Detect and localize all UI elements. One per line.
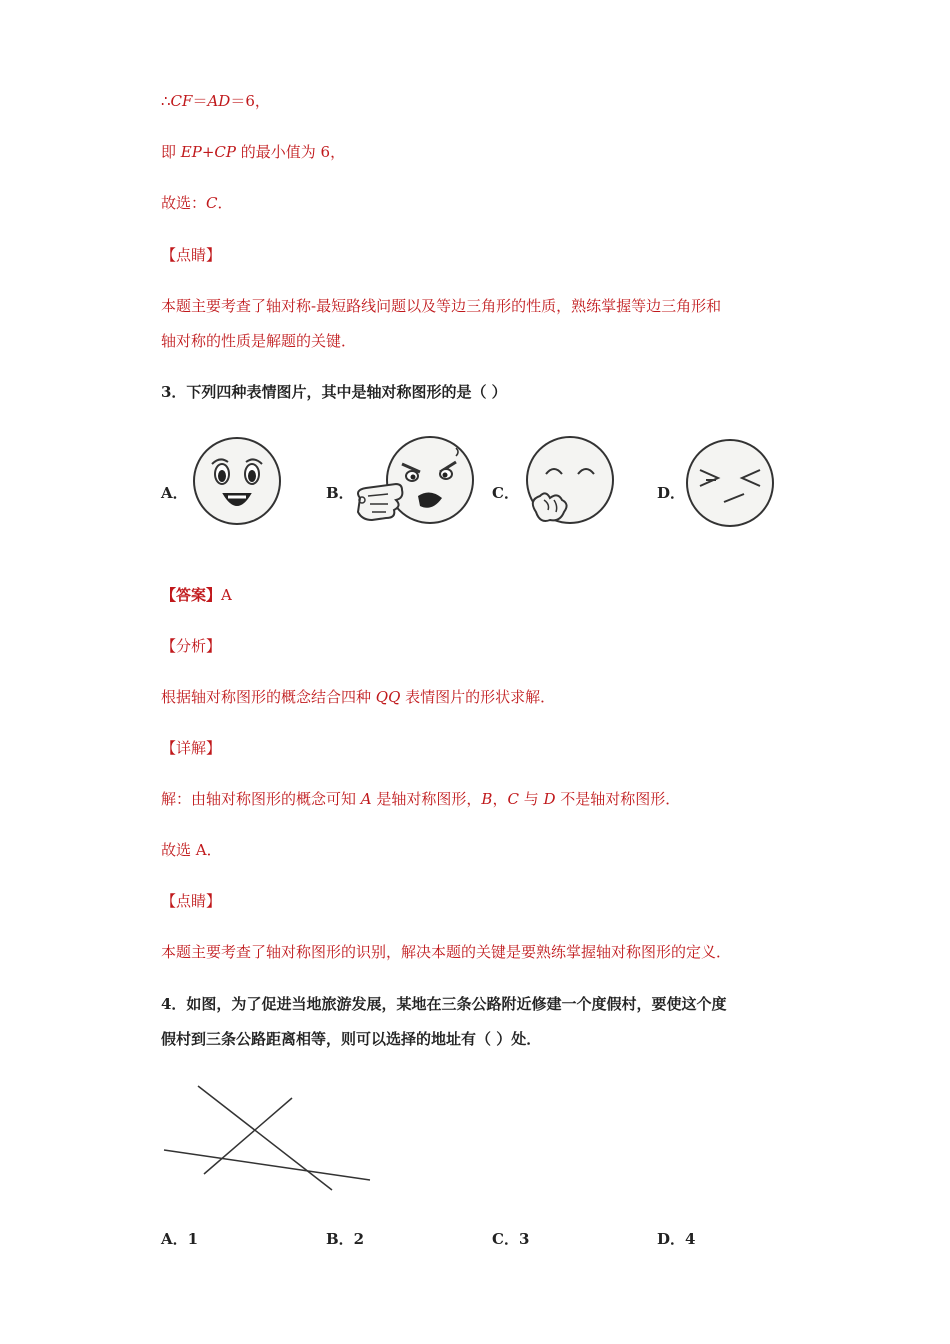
shy-face-image xyxy=(520,434,616,530)
q4-option-d: D．4 xyxy=(657,1230,696,1248)
answer-line xyxy=(161,584,232,605)
option-b-label: B． xyxy=(326,484,354,502)
equals-sign: ＝ xyxy=(192,92,208,110)
dianjing-label: 【点睛】 xyxy=(161,246,222,264)
option-a-label: A． xyxy=(161,484,188,502)
text-fragment: ， xyxy=(492,790,508,808)
therefore-symbol: ∴ xyxy=(161,92,171,110)
three-roads-figure xyxy=(160,1078,375,1196)
segment-cf: CF xyxy=(170,92,193,110)
text-fragment: 的最小值为 6， xyxy=(235,143,346,161)
dianjing-text-line2: 轴对称的性质是解题的关键． xyxy=(161,332,357,350)
solution-line-min xyxy=(161,141,345,162)
solution-line-cf xyxy=(161,90,270,111)
text-fragment: 不是轴对称图形． xyxy=(555,790,681,808)
q4-option-c: C．3 xyxy=(492,1230,530,1248)
option-a-ref: A xyxy=(360,790,372,808)
answer-label: 【答案】 xyxy=(161,586,222,604)
option-c-label: C． xyxy=(492,484,519,502)
choice-c: C xyxy=(206,194,218,212)
road-line-3 xyxy=(164,1150,370,1180)
segment-ad: AD xyxy=(207,92,231,110)
question-3-stem: 3．下列四种表情图片，其中是轴对称图形的是（ ） xyxy=(161,383,507,401)
option-d-ref: D xyxy=(543,790,556,808)
equals-value: ＝6， xyxy=(230,92,270,110)
text-fragment: 故选： xyxy=(161,194,207,212)
question-4-stem-line2: 假村到三条公路距离相等，则可以选择的地址有（ ）处． xyxy=(161,1030,542,1048)
analysis-text xyxy=(161,686,555,707)
option-b-ref: B xyxy=(481,790,493,808)
detail-label: 【详解】 xyxy=(161,739,222,757)
text-fragment: 与 xyxy=(518,790,544,808)
q4-option-a: A．1 xyxy=(161,1230,199,1248)
dianjing-text-q3: 本题主要考查了轴对称图形的识别，解决本题的关键是要熟练掌握轴对称图形的定义． xyxy=(161,943,732,961)
plus-sign: + xyxy=(201,143,215,161)
text-fragment: 即 xyxy=(161,143,181,161)
question-4-stem-line1: 4．如图，为了促进当地旅游发展，某地在三条公路附近修建一个度假村，要使这个度 xyxy=(161,995,727,1013)
choose-line: 故选 A． xyxy=(161,841,222,859)
dianjing-text-line1: 本题主要考查了轴对称-最短路线问题以及等边三角形的性质，熟练掌握等边三角形和 xyxy=(161,297,722,315)
angry-face-image xyxy=(352,434,478,530)
smiling-face-image xyxy=(190,434,284,528)
text-fragment: ． xyxy=(217,194,233,212)
text-fragment: 根据轴对称图形的概念结合四种 xyxy=(161,688,376,706)
option-d-label: D． xyxy=(657,484,686,502)
segment-cp: CP xyxy=(214,143,236,161)
analysis-label: 【分析】 xyxy=(161,637,222,655)
text-fragment: 解：由轴对称图形的概念可知 xyxy=(161,790,361,808)
text-fragment: 是轴对称图形， xyxy=(371,790,482,808)
segment-ep: EP xyxy=(180,143,202,161)
option-c-ref: C xyxy=(507,790,519,808)
squinting-face-image xyxy=(684,436,776,530)
solution-line-choose xyxy=(161,192,233,213)
answer-value: A xyxy=(221,586,232,604)
qq-text: QQ xyxy=(375,688,401,706)
text-fragment: 表情图片的形状求解． xyxy=(400,688,556,706)
detail-text xyxy=(161,788,680,809)
q4-option-b: B．2 xyxy=(326,1230,365,1248)
road-line-1 xyxy=(198,1086,332,1190)
dianjing-label-q3: 【点睛】 xyxy=(161,892,222,910)
